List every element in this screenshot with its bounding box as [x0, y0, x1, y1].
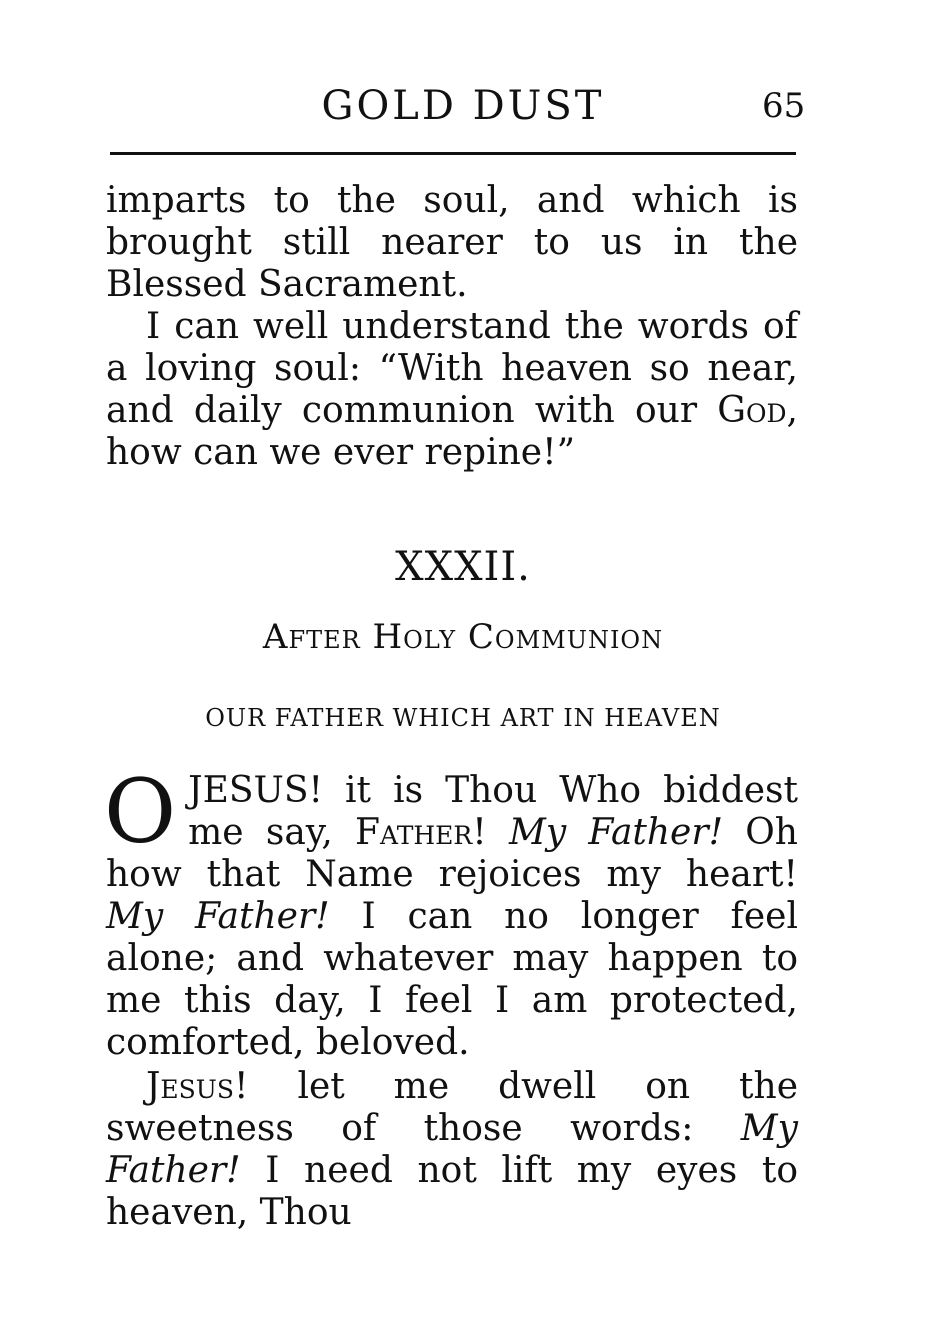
paragraph-jesus-dwell	[106, 1066, 798, 1234]
paragraph-text: Oh how that Name rejoices my heart!	[106, 812, 798, 895]
paragraph-continued	[106, 180, 798, 306]
paragraph-text: I can no longer feel alone; and whatever may happen to me this day, I feel I am protected, comforted, beloved.	[106, 896, 798, 1063]
paragraph-text: I need not lift my eyes to heaven, Thou	[106, 1150, 798, 1233]
section-number: XXXII.	[395, 544, 531, 590]
paragraph-text: ! let me dwell on the sweetness of those words:	[106, 1066, 798, 1149]
paragraph-loving-soul	[106, 306, 798, 474]
small-caps-god: God	[717, 390, 787, 431]
paragraph-text: imparts to the soul, and which is brought still nearer to us in the Blessed Sacrament.	[106, 180, 798, 305]
header-rule	[110, 152, 796, 155]
paragraph-text: I can well understand the words of a loving soul: “With heaven so near, and daily communion with our	[106, 306, 798, 431]
running-title: GOLD DUST	[321, 83, 605, 129]
italic-my-father: My Father!	[106, 1108, 798, 1191]
paragraph-text: !	[472, 812, 509, 853]
paragraph-text: JESUS! it is Thou Who biddest me say,	[188, 770, 798, 853]
small-caps-jesus: Jesus	[146, 1066, 235, 1107]
page-number: 65	[762, 86, 806, 126]
section-subtitle: OUR FATHER WHICH ART IN HEAVEN	[205, 704, 721, 732]
small-caps-father: Father	[355, 812, 473, 853]
drop-cap: O	[104, 760, 177, 863]
section-title: After Holy Communion	[262, 617, 664, 657]
paragraph-text: , how can we ever repine!”	[106, 390, 798, 473]
italic-my-father: My Father!	[106, 896, 330, 937]
paragraph-o-jesus	[104, 760, 798, 1064]
italic-my-father: My Father!	[508, 812, 724, 853]
